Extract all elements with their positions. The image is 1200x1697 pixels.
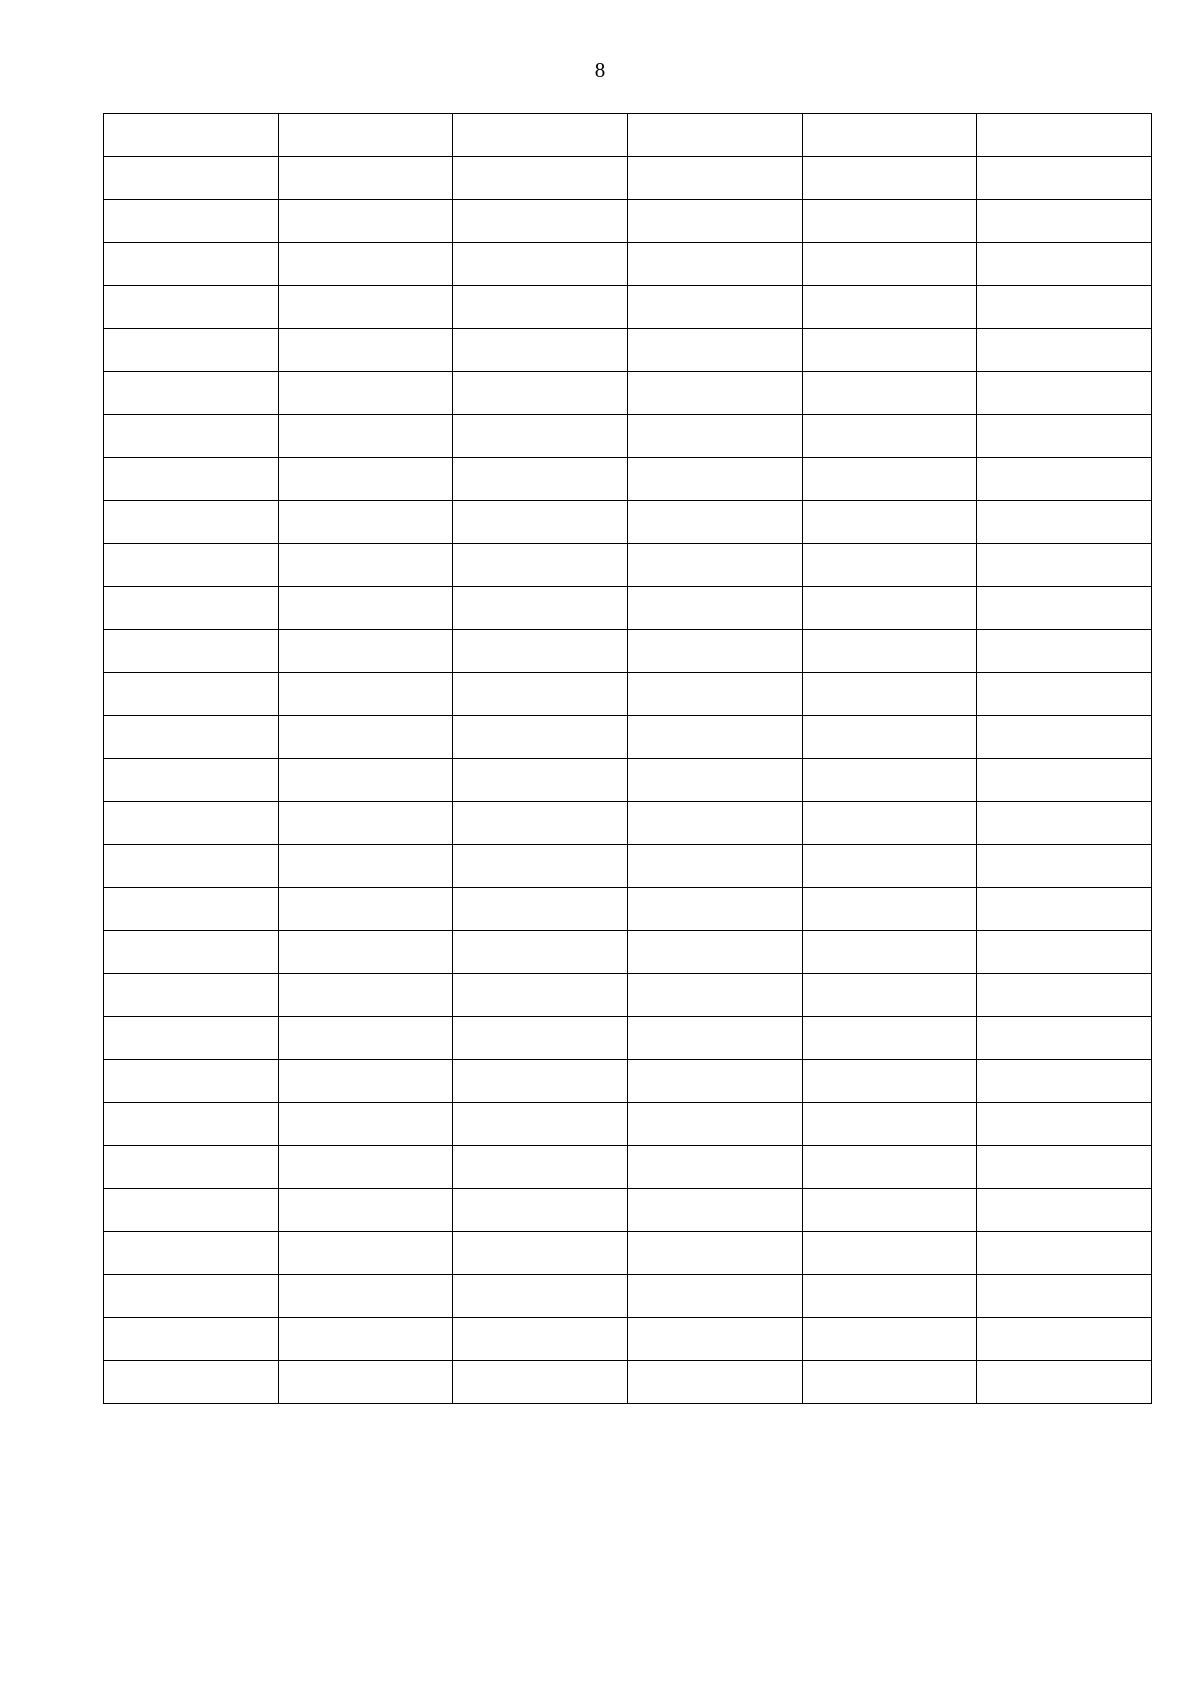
table-cell	[977, 1275, 1152, 1318]
table-cell	[104, 286, 279, 329]
table-cell	[104, 802, 279, 845]
table-cell	[278, 544, 453, 587]
table-cell	[453, 587, 628, 630]
table-cell	[977, 1232, 1152, 1275]
table-cell	[627, 587, 802, 630]
table-cell	[977, 974, 1152, 1017]
table-cell	[977, 1361, 1152, 1404]
table-cell	[802, 845, 977, 888]
table-cell	[278, 630, 453, 673]
table-cell	[104, 1361, 279, 1404]
table-cell	[278, 415, 453, 458]
table-cell	[627, 415, 802, 458]
table-cell	[977, 415, 1152, 458]
table-cell	[453, 1060, 628, 1103]
table-cell	[802, 1318, 977, 1361]
table-cell	[627, 974, 802, 1017]
table-cell	[104, 931, 279, 974]
table-cell	[802, 1060, 977, 1103]
table-cell	[278, 501, 453, 544]
table-cell	[802, 329, 977, 372]
table-cell	[104, 1146, 279, 1189]
table-row	[104, 458, 1152, 501]
table-cell	[278, 1103, 453, 1146]
table-row	[104, 931, 1152, 974]
table-row	[104, 243, 1152, 286]
table-cell	[453, 974, 628, 1017]
table-row	[104, 1017, 1152, 1060]
table-cell	[627, 157, 802, 200]
table-cell	[453, 286, 628, 329]
table-cell	[278, 845, 453, 888]
table-row	[104, 845, 1152, 888]
table-cell	[104, 1232, 279, 1275]
table-cell	[453, 157, 628, 200]
table-cell	[453, 243, 628, 286]
table-cell	[802, 501, 977, 544]
table-cell	[278, 1275, 453, 1318]
table-cell	[802, 802, 977, 845]
table-cell	[453, 845, 628, 888]
table-cell	[453, 673, 628, 716]
table-cell	[802, 458, 977, 501]
table-cell	[802, 1189, 977, 1232]
table-cell	[802, 673, 977, 716]
table-cell	[977, 1060, 1152, 1103]
table-cell	[104, 1103, 279, 1146]
table-row	[104, 114, 1152, 157]
table-cell	[977, 716, 1152, 759]
table-cell	[278, 1361, 453, 1404]
table-cell	[453, 1275, 628, 1318]
table-cell	[802, 286, 977, 329]
table-cell	[802, 1275, 977, 1318]
table-cell	[977, 329, 1152, 372]
table-cell	[453, 888, 628, 931]
table-cell	[104, 888, 279, 931]
table-cell	[104, 1060, 279, 1103]
table-cell	[104, 1189, 279, 1232]
table-cell	[278, 673, 453, 716]
table-row	[104, 673, 1152, 716]
table-cell	[453, 759, 628, 802]
table-cell	[453, 802, 628, 845]
table-row	[104, 329, 1152, 372]
table-cell	[278, 1232, 453, 1275]
table-cell	[977, 458, 1152, 501]
table-cell	[104, 114, 279, 157]
table-cell	[278, 759, 453, 802]
table-cell	[104, 372, 279, 415]
data-table	[103, 113, 1152, 1404]
table-row	[104, 1060, 1152, 1103]
table-cell	[802, 415, 977, 458]
table-cell	[627, 1146, 802, 1189]
table-cell	[453, 1361, 628, 1404]
table-cell	[977, 372, 1152, 415]
table-cell	[278, 329, 453, 372]
table-cell	[627, 845, 802, 888]
table-row	[104, 1146, 1152, 1189]
table-cell	[278, 716, 453, 759]
table-cell	[802, 157, 977, 200]
table-cell	[627, 372, 802, 415]
table-cell	[802, 931, 977, 974]
table-cell	[802, 888, 977, 931]
table-cell	[977, 802, 1152, 845]
table-cell	[627, 888, 802, 931]
table-cell	[802, 1146, 977, 1189]
table-cell	[453, 415, 628, 458]
table-cell	[802, 1017, 977, 1060]
table-cell	[104, 544, 279, 587]
table-cell	[627, 329, 802, 372]
table-cell	[453, 1103, 628, 1146]
table-cell	[977, 845, 1152, 888]
table-cell	[627, 931, 802, 974]
table-cell	[453, 329, 628, 372]
table-cell	[627, 114, 802, 157]
table-cell	[802, 114, 977, 157]
table-cell	[802, 759, 977, 802]
table-cell	[802, 372, 977, 415]
table-cell	[278, 888, 453, 931]
table-cell	[977, 759, 1152, 802]
table-cell	[977, 157, 1152, 200]
table-cell	[977, 673, 1152, 716]
table-cell	[627, 673, 802, 716]
table-cell	[627, 286, 802, 329]
table-cell	[104, 329, 279, 372]
table-cell	[627, 544, 802, 587]
table-cell	[977, 544, 1152, 587]
table-cell	[627, 1189, 802, 1232]
table-row	[104, 372, 1152, 415]
table-row	[104, 888, 1152, 931]
table-cell	[278, 931, 453, 974]
table-cell	[104, 759, 279, 802]
table-row	[104, 415, 1152, 458]
table-cell	[104, 587, 279, 630]
table-cell	[278, 974, 453, 1017]
table-cell	[104, 1318, 279, 1361]
table-cell	[104, 157, 279, 200]
table-row	[104, 1189, 1152, 1232]
table-cell	[278, 458, 453, 501]
table-cell	[453, 931, 628, 974]
table-cell	[802, 630, 977, 673]
table-cell	[977, 114, 1152, 157]
table-row	[104, 157, 1152, 200]
table-cell	[453, 1189, 628, 1232]
table-cell	[453, 1232, 628, 1275]
table-cell	[802, 200, 977, 243]
table-cell	[627, 243, 802, 286]
table-cell	[453, 544, 628, 587]
table-cell	[977, 587, 1152, 630]
table-row	[104, 587, 1152, 630]
table-cell	[627, 1017, 802, 1060]
table-cell	[453, 200, 628, 243]
table-cell	[453, 372, 628, 415]
table-cell	[278, 1060, 453, 1103]
table-cell	[977, 1189, 1152, 1232]
table-row	[104, 974, 1152, 1017]
table-cell	[627, 458, 802, 501]
table-row	[104, 802, 1152, 845]
table-cell	[627, 501, 802, 544]
table-cell	[278, 286, 453, 329]
table-cell	[453, 1017, 628, 1060]
table-cell	[104, 1017, 279, 1060]
table-cell	[977, 286, 1152, 329]
table-cell	[104, 415, 279, 458]
table-cell	[627, 630, 802, 673]
table-row	[104, 1318, 1152, 1361]
table-cell	[278, 802, 453, 845]
table-cell	[278, 200, 453, 243]
table-cell	[627, 1103, 802, 1146]
table-cell	[802, 1103, 977, 1146]
table-cell	[977, 1318, 1152, 1361]
table-cell	[453, 1318, 628, 1361]
table-cell	[453, 458, 628, 501]
table-row	[104, 286, 1152, 329]
table-row	[104, 1103, 1152, 1146]
table-cell	[278, 1146, 453, 1189]
table-row	[104, 200, 1152, 243]
table-row	[104, 501, 1152, 544]
table-cell	[802, 243, 977, 286]
table-cell	[627, 200, 802, 243]
table-cell	[627, 1275, 802, 1318]
table-row	[104, 1232, 1152, 1275]
table-cell	[278, 1017, 453, 1060]
page-number: 8	[594, 58, 606, 82]
table-cell	[278, 1318, 453, 1361]
table-cell	[802, 974, 977, 1017]
table-cell	[104, 243, 279, 286]
table-row	[104, 759, 1152, 802]
table-cell	[453, 630, 628, 673]
table-row	[104, 544, 1152, 587]
table-cell	[802, 544, 977, 587]
table-cell	[627, 716, 802, 759]
table-row	[104, 1361, 1152, 1404]
table-cell	[627, 759, 802, 802]
table-cell	[104, 845, 279, 888]
table-cell	[977, 1103, 1152, 1146]
table-cell	[278, 587, 453, 630]
table-cell	[453, 716, 628, 759]
table-cell	[802, 1232, 977, 1275]
table-cell	[627, 1232, 802, 1275]
table-cell	[453, 1146, 628, 1189]
table-cell	[977, 243, 1152, 286]
table-cell	[802, 1361, 977, 1404]
table-row	[104, 630, 1152, 673]
table-cell	[977, 1146, 1152, 1189]
table-cell	[627, 1060, 802, 1103]
table-cell	[104, 974, 279, 1017]
table-cell	[278, 114, 453, 157]
table-cell	[278, 372, 453, 415]
table-cell	[802, 587, 977, 630]
table-cell	[278, 157, 453, 200]
table-cell	[627, 1318, 802, 1361]
table-cell	[104, 200, 279, 243]
table-cell	[802, 716, 977, 759]
table-cell	[977, 888, 1152, 931]
table-cell	[977, 1017, 1152, 1060]
table-cell	[627, 802, 802, 845]
table-cell	[977, 200, 1152, 243]
table-cell	[278, 243, 453, 286]
table-cell	[977, 931, 1152, 974]
table-cell	[453, 501, 628, 544]
table-row	[104, 1275, 1152, 1318]
table-cell	[104, 630, 279, 673]
table-cell	[104, 501, 279, 544]
table-cell	[453, 114, 628, 157]
table-cell	[104, 673, 279, 716]
table-cell	[104, 458, 279, 501]
table-cell	[627, 1361, 802, 1404]
table-cell	[278, 1189, 453, 1232]
table-cell	[977, 501, 1152, 544]
table-cell	[977, 630, 1152, 673]
table-row	[104, 716, 1152, 759]
table-cell	[104, 1275, 279, 1318]
table-cell	[104, 716, 279, 759]
